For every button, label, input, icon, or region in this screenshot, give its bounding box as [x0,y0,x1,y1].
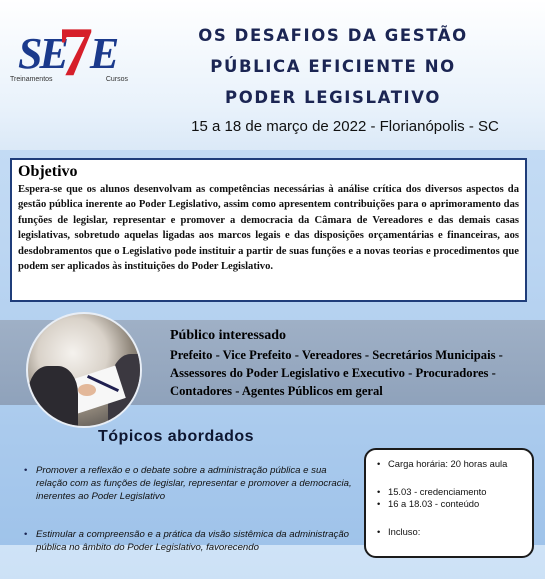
logo-letters: SE E [18,29,117,78]
event-dates: 15 a 18 de março de 2022 - Florianópolis - SC [191,118,499,135]
topicos-list [22,464,352,579]
carga-horaria: • Carga horária: 20 horas aula [376,458,522,470]
sete-logo [8,14,128,98]
schedule-day-1: • 15.03 - credenciamento [376,486,522,498]
topicos-title: Tópicos abordados [98,428,255,445]
page-title: OS DESAFIOS DA GESTÃO PÚBLICA EFICIENTE NO PODER LEGISLATIVO [198,26,468,107]
incluso-label: • Incluso: [376,526,522,538]
objetivo-title: Objetivo [18,163,78,180]
publico-list: Prefeito - Vice Prefeito - Vereadores - Secretários Municipais - Assessores do Poder Legislativo e Executivo - Procuradores - Contadores - Agentes Públicos em geral [170,348,503,398]
meeting-photo [26,312,142,428]
list-item: • Estimular a compreensão e a prática da visão sistêmica da administração pública no âmbito do Poder Legislativo, favorecendo [22,528,352,554]
logo-subtitle: Treinamentos Cursos [10,76,128,83]
list-item: • Promover a reflexão e o debate sobre a administração pública e sua relação com as funções de legislar, representar e promover a democracia, inerentes ao Poder Legislativo [22,464,352,503]
objetivo-box [10,158,527,302]
objetivo-text: Espera-se que os alunos desenvolvam as competências necessárias à análise crítica dos diversos aspectos da gestão pública inerente ao Poder Legislativo, assim como apresentem contribuições para o aprimoramento das funções de legislar, representar e promover a democracia da Câmara de Vereadores e das demais casas legislativas, sobretudo aquelas ligadas aos marcos legais e das disposições orçamentárias e financeiras, aos desdobramentos que o Legislativo pode instituir a partir de suas funções e a novas teorias e procedimentos que podem ser aplicados às instituições do Poder Legislativo. [18,184,519,273]
logo-seven: 7 [58,14,93,91]
header [0,0,545,150]
publico-title: Público interessado [170,328,287,343]
schedule-day-2: • 16 a 18.03 - conteúdo [376,498,522,510]
info-box [364,448,534,558]
